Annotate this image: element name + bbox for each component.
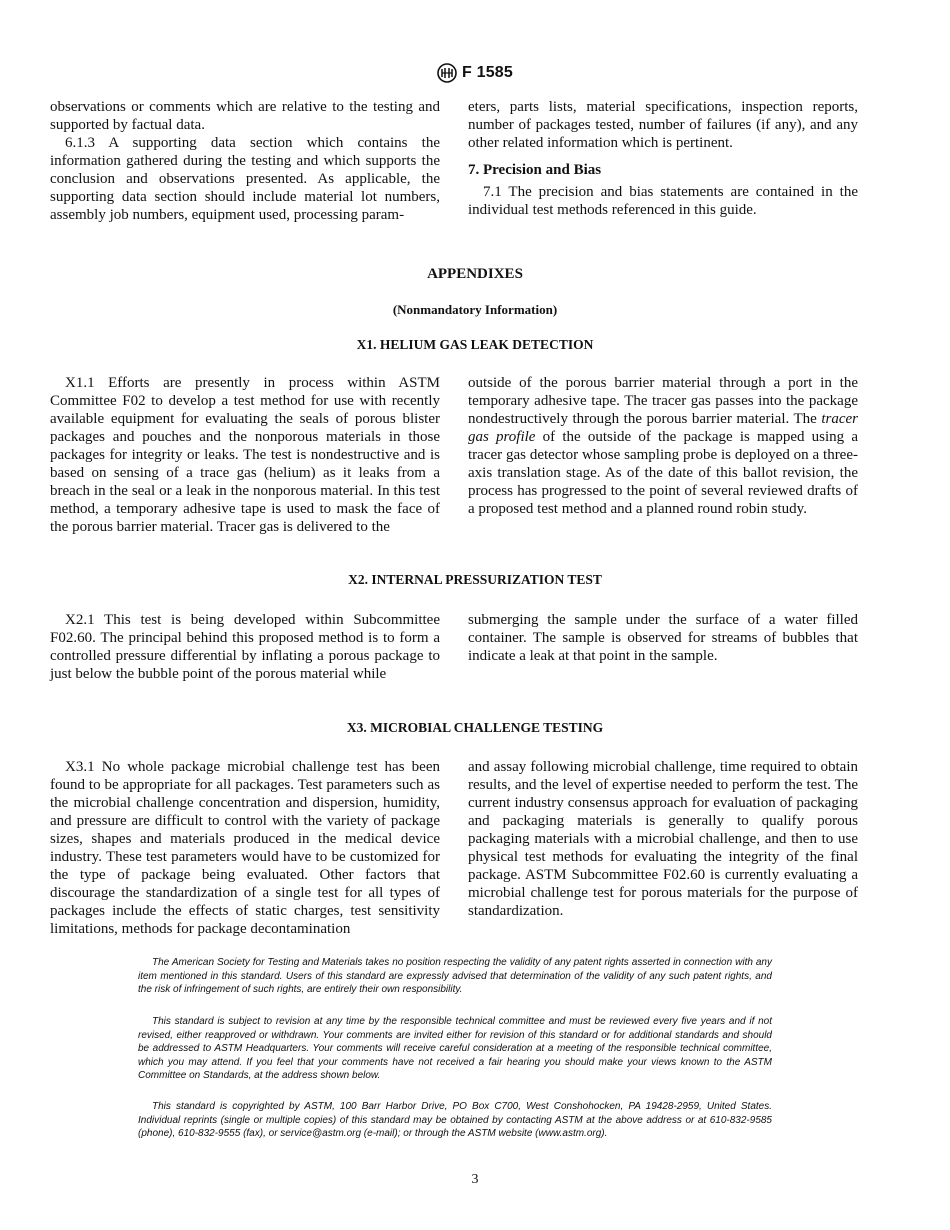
footer-copyright-notice: This standard is copyrighted by ASTM, 100 Barr Harbor Drive, PO Box C700, West Conshohocken, PA 19428-2959, United States. Individual reprints (single or multiple copies) of this standard may be obtained by contacting ASTM at the above address or at 610-832-9585 (phone), 610-832-9555 (fax), or service@astm.org (e-mail); or through the ASTM website (www.astm.org). <box>138 1101 772 1139</box>
x2-right-column <box>468 611 858 665</box>
paragraph-continuation: eters, parts lists, material specifications, inspection reports, number of packages tested, number of failures (if any), and any other related information which is pertinent. <box>468 99 858 151</box>
paragraph-7-1: 7.1 The precision and bias statements are contained in the individual test methods referenced in this guide. <box>468 184 858 218</box>
paragraph-x3-1-continued: and assay following microbial challenge, time required to obtain results, and the level of expertise needed to perform the test. The current industry consensus approach for evaluation of packaging and packaging materials is generally to qualify porous packaging materials with a microbial challenge, and then to use physical test methods for evaluating the integrity of the final package. ASTM Subcommittee F02.60 is currently evaluating a microbial challenge test for porous materials for the purpose of standardization. <box>468 759 858 919</box>
x2-title: X2. INTERNAL PRESSURIZATION TEST <box>348 572 602 587</box>
x2-left-column <box>50 611 440 683</box>
paragraph-x1-1-continued: outside of the porous barrier material through a port in the temporary adhesive tape. The tracer gas passes into the package nondestructively through the porous barrier material. The tracer gas profile of the outside of the package is mapped using a tracer gas detector whose sampling probe is deployed on a three-axis translation stage. As of the date of this ballot revision, the process has progressed to the point of several reviewed drafts of a proposed test method and a planned round robin study. <box>468 375 859 517</box>
paragraph-observations: observations or comments which are relative to the testing and supported by factual data. <box>50 99 440 133</box>
standard-designation: F 1585 <box>461 64 513 81</box>
astm-logo-icon <box>437 63 457 83</box>
paragraph-x3-1: X3.1 No whole package microbial challenge test has been found to be appropriate for all packages. Test parameters such as the microbial challenge concentration and dispersion, humidity, and pressure are difficult to control with the variety of package sizes, shapes and materials produced in the medical device industry. These test parameters would have to be customized for the type of package being evaluated. Other factors that discourage the standardization of a single test for all types of packages include the effects of static charges, test sensitivity limitations, methods for package decontamination <box>50 759 440 937</box>
x1-left-column <box>50 374 440 536</box>
nonmandatory-subtitle: (Nonmandatory Information) <box>392 302 558 317</box>
page-number: 3 <box>471 1172 479 1187</box>
x3-title: X3. MICROBIAL CHALLENGE TESTING <box>346 720 604 735</box>
footer-patent-notice: The American Society for Testing and Materials takes no position respecting the validity of any patent rights asserted in connection with any item mentioned in this standard. Users of this standard are expressly advised that determination of the validity of any such patent rights, and the risk of infringement of such rights, are entirely their own responsibility. <box>138 957 772 995</box>
appendixes-title: APPENDIXES <box>427 266 523 282</box>
page-header <box>0 61 950 85</box>
paragraph-x2-1-continued: submerging the sample under the surface of a water filled container. The sample is observed for streams of bubbles that indicate a leak at that point in the sample. <box>468 612 858 664</box>
tracer-gas-profile-emphasis: tracer gas profile <box>468 411 859 445</box>
paragraph-x2-1: X2.1 This test is being developed within Subcommittee F02.60. The principal behind this proposed method is to form a controlled pressure differential by inflating a porous package to just below the bubble point of the porous material while <box>50 612 440 682</box>
top-right-column <box>468 98 858 219</box>
section-7-title: 7. Precision and Bias <box>468 162 602 178</box>
paragraph-6-1-3: 6.1.3 A supporting data section which contains the information gathered during the testing and which supports the conclusion and observations presented. As applicable, the supporting data section should include material lot numbers, assembly job numbers, equipment used, processing param- <box>50 135 440 223</box>
x3-right-column <box>468 758 858 920</box>
top-left-column <box>50 98 440 224</box>
x1-right-column <box>468 374 858 518</box>
footer-revision-notice: This standard is subject to revision at any time by the responsible technical committee and must be reviewed every five years and if not revised, either reapproved or withdrawn. Your comments are invited either for revision of this standard or for additional standards and should be addressed to ASTM Headquarters. Your comments will receive careful consideration at a meeting of the responsible technical committee, which you may attend. If you feel that your comments have not received a fair hearing you should make your views known to the ASTM Committee on Standards, at the address shown below. <box>138 1016 772 1081</box>
x1-title: X1. HELIUM GAS LEAK DETECTION <box>356 337 594 352</box>
paragraph-x1-1: X1.1 Efforts are presently in process within ASTM Committee F02 to develop a test method for use with recently available equipment for evaluating the seals of porous blister packages and pouches and the nonporous materials in those packages for integrity or leaks. The test is nondestructive and is based on sensing of a trace gas (helium) as it leaks from a breach in the seal or a leak in the nonporous material. In this test method, a temporary adhesive tape is used to mask the face of the porous barrier material. Tracer gas is delivered to the <box>50 375 440 535</box>
x3-left-column <box>50 758 440 938</box>
